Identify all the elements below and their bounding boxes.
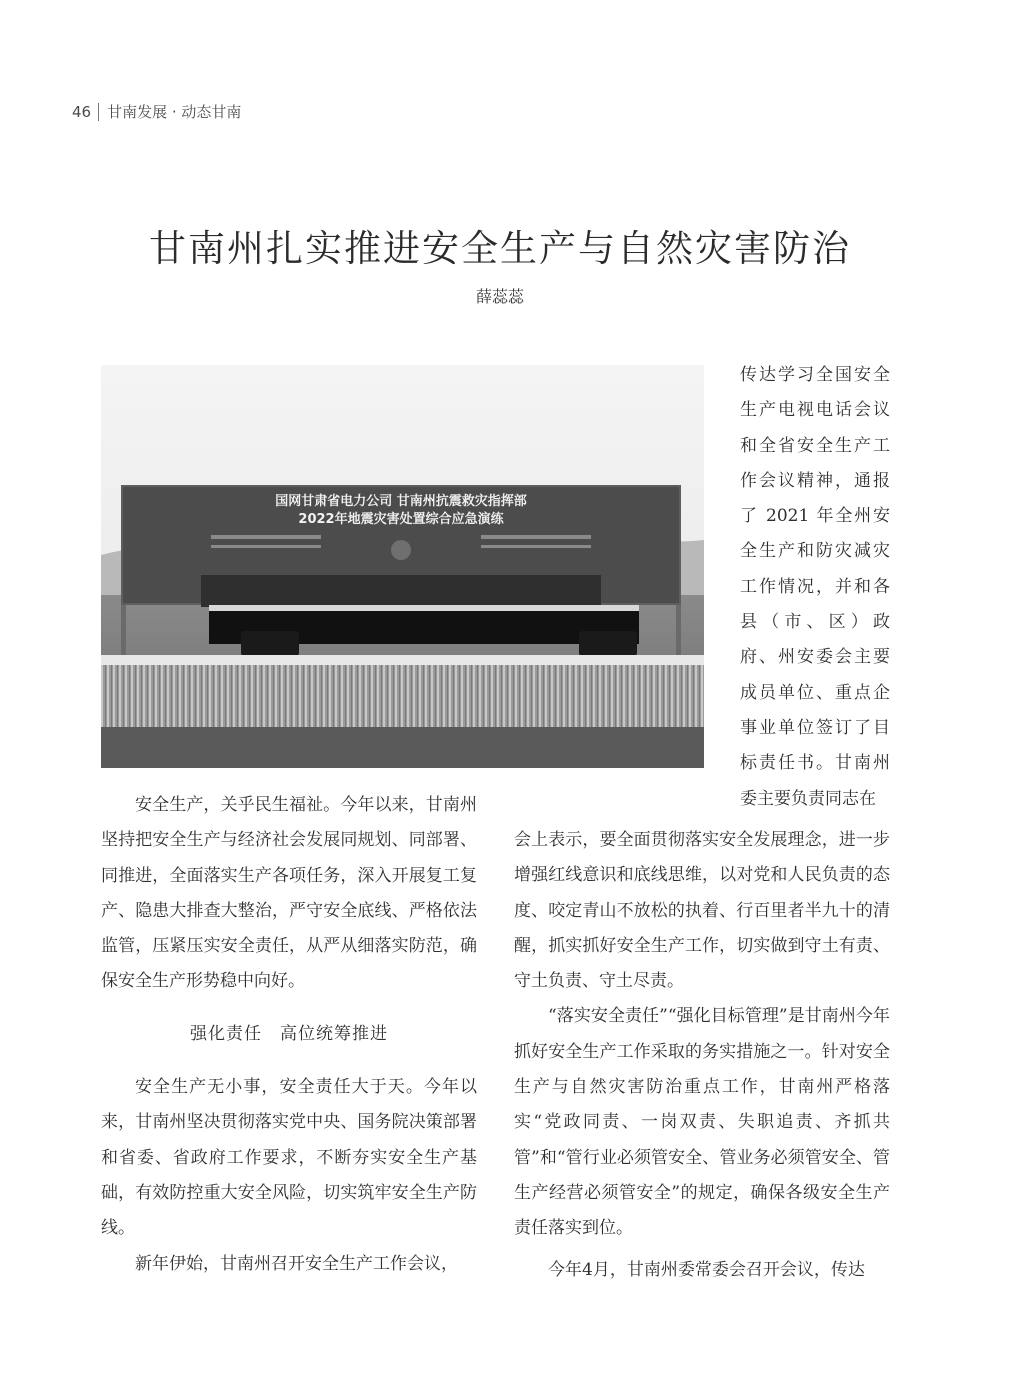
side-line: 生产电视电话会议 [740,400,890,421]
side-line: 全生产和防灾减灾 [740,541,890,562]
side-line: 府、州安委会主要 [740,647,890,668]
side-line: 事业单位签订了目 [740,717,890,738]
paragraph: 今年4月，甘南州委常委会召开会议，传达 [548,1259,865,1280]
running-header [72,101,241,122]
paragraph: 会上表示，要全面贯彻落实安全发展理念，进一步增强红线意识和底线思维，以对党和人民负责的态度、咬定青山不放松的执着、行百里者半九十的清醒，抓实抓好安全生产工作，切实做到守土有责、守土负责、守土尽责。 [514,830,890,992]
side-line: 标责任书。甘南州 [740,753,890,774]
side-line: 县（市、区）政 [740,612,890,633]
section-heading: 强化责任 高位统筹推进 [190,1023,388,1044]
paragraph: 安全生产，关乎民生福祉。今年以来，甘南州坚持把安全生产与经济社会发展同规划、同部署、同推进，全面落实生产各项任务，深入开展复工复产、隐患大排查大整治，严守安全底线、严格依法监管，压紧压实安全责任，从严从细落实防范，确保安全生产形势稳中向好。 [101,795,477,992]
left-column [101,788,477,1282]
section-name: 甘南发展 · 动态甘南 [107,103,242,121]
side-column-text [740,358,890,817]
side-line: 委主要负责同志在 [740,788,876,809]
paragraph: “落实安全责任”“强化目标管理”是甘南州今年抓好安全生产工作采取的务实措施之一。针对安全生产与自然灾害防治重点工作，甘南州严格落实“党政同责、一岗双责、失职追责、齐抓共管”和“管行业必须管安全、管业务必须管安全、管生产经营必须管安全”的规定，确保各级安全生产责任落实到位。 [514,1006,890,1239]
right-column [514,823,890,1288]
article-author: 薛蕊蕊 [475,287,524,306]
page-number: 46 [72,102,92,121]
side-line: 作会议精神，通报 [740,470,890,491]
side-line: 成员单位、重点企 [740,682,890,703]
event-photo [101,365,704,768]
paragraph: 新年伊始，甘南州召开安全生产工作会议， [135,1253,458,1274]
banner-line2: 2022年地震灾害处置综合应急演练 [298,512,504,527]
article-title: 甘南州扎实推进安全生产与自然灾害防治 [149,227,851,270]
banner-line1: 国网甘肃省电力公司 甘南州抗震救灾指挥部 [275,494,527,509]
side-line: 了 2021 年全州安 [740,506,890,527]
side-line: 和全省安全生产工 [740,435,890,456]
side-line: 传达学习全国安全 [740,365,890,385]
header-divider [98,103,99,121]
paragraph: 安全生产无小事，安全责任大于天。今年以来，甘南州坚决贯彻落实党中央、国务院决策部署和省委、省政府工作要求，不断夯实安全生产基础，有效防控重大安全风险，切实筑牢安全生产防线。 [101,1077,477,1239]
side-line: 工作情况，并和各 [740,576,890,597]
